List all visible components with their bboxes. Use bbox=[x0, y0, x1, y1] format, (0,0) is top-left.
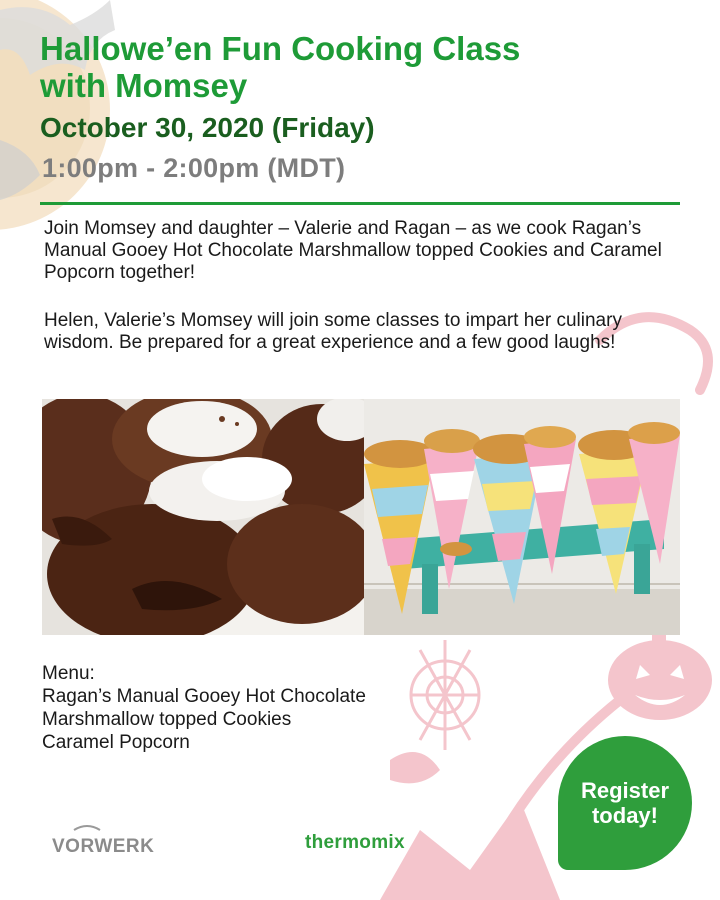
menu-label: Menu: bbox=[42, 663, 95, 684]
event-title bbox=[40, 30, 680, 104]
cookies-photo bbox=[42, 399, 364, 635]
register-button-line1: Register bbox=[580, 778, 670, 803]
menu-section bbox=[42, 662, 366, 754]
description-paragraph-2: Helen, Valerie’s Momsey will join some classes to impart her culinary wisdom. Be prepared for a great experience and a few good laughs! bbox=[44, 310, 622, 353]
description-paragraph-1: Join Momsey and daughter – Valerie and Ragan – as we cook Ragan’s Manual Gooey Hot Chocolate Marshmallow topped Cookies and Caramel Popcorn together! bbox=[44, 218, 662, 283]
vorwerk-logo-icon bbox=[72, 824, 102, 832]
event-time: 1:00pm - 2:00pm (MDT) bbox=[42, 153, 346, 183]
menu-item: Marshmallow topped Cookies bbox=[42, 709, 292, 730]
popcorn-photo bbox=[364, 399, 680, 635]
event-date: October 30, 2020 (Friday) bbox=[40, 112, 375, 143]
register-button-line2: today! bbox=[591, 803, 658, 828]
event-title-line2: with Momsey bbox=[40, 67, 248, 104]
thermomix-logo: thermomix bbox=[305, 832, 405, 853]
menu-item: Ragan’s Manual Gooey Hot Chocolate bbox=[42, 686, 366, 707]
register-button[interactable] bbox=[558, 736, 692, 870]
event-title-line1: Hallowe’en Fun Cooking Class bbox=[40, 30, 521, 67]
menu-item: Caramel Popcorn bbox=[42, 732, 190, 753]
divider bbox=[40, 202, 680, 205]
vorwerk-logo: VORWERK bbox=[52, 836, 155, 857]
